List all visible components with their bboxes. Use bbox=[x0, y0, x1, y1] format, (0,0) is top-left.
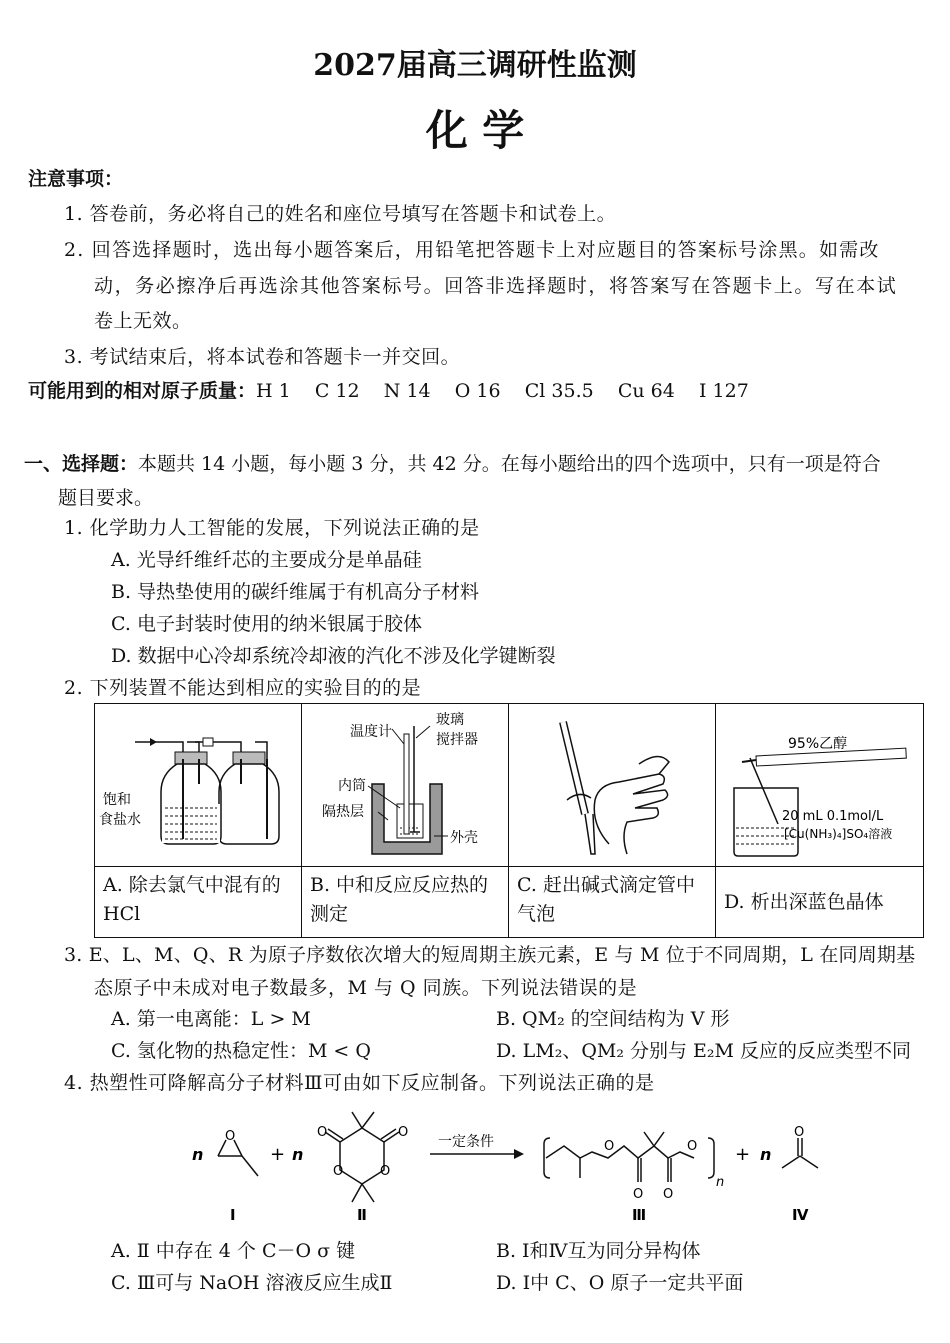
section1-line1 bbox=[24, 449, 881, 476]
atom-o-2d: O bbox=[380, 1164, 391, 1179]
atom-o-3b: O bbox=[687, 1139, 698, 1154]
plus-2: + bbox=[735, 1144, 751, 1165]
compound-4-structure bbox=[782, 1138, 818, 1168]
label-insulation: 隔热层 bbox=[322, 804, 364, 820]
label-compound-2: Ⅱ bbox=[357, 1206, 367, 1224]
q4-option-b: B. Ⅰ和Ⅳ互为同分异构体 bbox=[496, 1240, 701, 1262]
atom-o-4: O bbox=[794, 1125, 805, 1140]
q2-stem: 2. 下列装置不能达到相应的实验目的的是 bbox=[64, 677, 422, 699]
caption-c: C. 赶出碱式滴定管中气泡 bbox=[509, 867, 716, 938]
q3-option-a: A. 第一电离能：L > M bbox=[111, 1008, 311, 1030]
compound-1-structure bbox=[218, 1140, 258, 1176]
gas-washing-bottles-diagram bbox=[95, 704, 301, 862]
q1-option-a: A. 光导纤维纤芯的主要成分是单晶硅 bbox=[111, 549, 422, 571]
coef-n-2: n bbox=[292, 1145, 304, 1164]
q3-option-c: C. 氢化物的热稳定性：M < Q bbox=[111, 1040, 371, 1062]
note-1: 1. 答卷前，务必将自己的姓名和座位号填写在答题卡和试卷上。 bbox=[64, 203, 617, 225]
atom-o-2a: O bbox=[317, 1125, 328, 1140]
atom-o-3a: O bbox=[604, 1139, 615, 1154]
crystallization-diagram bbox=[716, 704, 923, 862]
label-saturated: 饱和 bbox=[103, 792, 131, 808]
notes-heading: 注意事项： bbox=[28, 168, 124, 190]
exam-subtitle: 2027届高三调研性监测 bbox=[313, 48, 637, 83]
coef-n-sub: n bbox=[716, 1175, 725, 1190]
q2-apparatus-table bbox=[94, 703, 924, 938]
label-compound-1: Ⅰ bbox=[230, 1206, 236, 1224]
label-solution-name: [Cu(NH₃)₄]SO₄溶液 bbox=[784, 827, 893, 841]
caption-a: A. 除去氯气中混有的 HCl bbox=[95, 867, 302, 938]
atomic-masses-label: 可能用到的相对原子质量： bbox=[28, 380, 257, 402]
q1-option-d: D. 数据中心冷却系统冷却液的汽化不涉及化学键断裂 bbox=[111, 645, 556, 667]
q3-option-d: D. LM₂、QM₂ 分别与 E₂M 反应的反应类型不同 bbox=[496, 1040, 912, 1062]
plus-1: + bbox=[270, 1144, 286, 1165]
coef-n-3: n bbox=[760, 1145, 772, 1164]
caption-b: B. 中和反应反应热的测定 bbox=[302, 867, 509, 938]
atom-o-1: O bbox=[225, 1129, 236, 1144]
atomic-masses bbox=[28, 376, 749, 403]
label-outer-shell: 外壳 bbox=[450, 830, 478, 846]
label-brine: 食盐水 bbox=[99, 812, 141, 828]
note-2: 2. 回答选择题时，选出每小题答案后，用铅笔把答题卡上对应题目的答案标号涂黑。如需改 bbox=[64, 239, 880, 261]
label-ethanol: 95%乙醇 bbox=[788, 736, 848, 752]
caption-d: D. 析出深蓝色晶体 bbox=[716, 867, 924, 938]
apparatus-b-cell bbox=[302, 704, 509, 867]
apparatus-c-cell bbox=[509, 704, 716, 867]
label-inner-can: 内筒 bbox=[338, 778, 366, 794]
q1-option-b: B. 导热垫使用的碳纤维属于有机高分子材料 bbox=[111, 581, 480, 603]
q1-stem: 1. 化学助力人工智能的发展，下列说法正确的是 bbox=[64, 517, 480, 539]
note-2-end: 卷上无效。 bbox=[94, 310, 192, 332]
q3-option-b: B. QM₂ 的空间结构为 V 形 bbox=[496, 1008, 730, 1030]
section1-desc: 本题共 14 小题，每小题 3 分，共 42 分。在每小题给出的四个选项中，只有一项是符合 bbox=[138, 453, 881, 475]
apparatus-d-cell bbox=[716, 704, 924, 867]
q4-option-a: A. Ⅱ 中存在 4 个 C－O σ 键 bbox=[111, 1240, 356, 1262]
subject-title: 化 学 bbox=[425, 106, 525, 155]
label-stirrer: 搅拌器 bbox=[436, 732, 478, 748]
q4-stem: 4. 热塑性可降解高分子材料Ⅲ可由如下反应制备。下列说法正确的是 bbox=[64, 1072, 655, 1094]
label-solution-conc: 20 mL 0.1mol/L bbox=[782, 809, 884, 824]
label-glass: 玻璃 bbox=[436, 712, 464, 728]
atom-o-2c: O bbox=[333, 1164, 344, 1179]
q3-stem-line2: 态原子中未成对电子数最多，M 与 Q 同族。下列说法错误的是 bbox=[94, 977, 638, 999]
section1-desc-cont: 题目要求。 bbox=[58, 487, 154, 509]
label-compound-3: Ⅲ bbox=[632, 1206, 647, 1224]
note-3: 3. 考试结束后，将本试卷和答题卡一并交回。 bbox=[64, 346, 461, 368]
atom-o-3d: O bbox=[663, 1187, 674, 1202]
section1-heading: 一、选择题： bbox=[24, 453, 139, 475]
note-2-cont: 动，务必擦净后再选涂其他答案标号。回答非选择题时，将答案写在答题卡上。写在本试 bbox=[94, 275, 898, 297]
q4-option-d: D. Ⅰ中 C、O 原子一定共平面 bbox=[496, 1272, 744, 1294]
reaction-condition: 一定条件 bbox=[438, 1134, 494, 1150]
q3-stem-line1: 3. E、L、M、Q、R 为原子序数依次增大的短周期主族元素，E 与 M 位于不同周期，L 在同周期基 bbox=[64, 944, 916, 966]
atom-o-2b: O bbox=[398, 1125, 409, 1140]
q4-reaction-scheme bbox=[180, 1108, 860, 1226]
apparatus-a-cell bbox=[95, 704, 302, 867]
burette-bubble-diagram bbox=[509, 704, 715, 862]
calorimeter-diagram bbox=[302, 704, 508, 862]
label-thermometer: 温度计 bbox=[350, 724, 392, 740]
compound-2-structure bbox=[325, 1112, 399, 1202]
atomic-masses-values: H 1 C 12 N 14 O 16 Cl 35.5 Cu 64 I 127 bbox=[256, 380, 749, 402]
atom-o-3c: O bbox=[633, 1187, 644, 1202]
q4-option-c: C. Ⅲ可与 NaOH 溶液反应生成Ⅱ bbox=[111, 1272, 393, 1294]
coef-n-1: n bbox=[192, 1145, 204, 1164]
label-compound-4: Ⅳ bbox=[792, 1206, 809, 1224]
q1-option-c: C. 电子封装时使用的纳米银属于胶体 bbox=[111, 613, 422, 635]
